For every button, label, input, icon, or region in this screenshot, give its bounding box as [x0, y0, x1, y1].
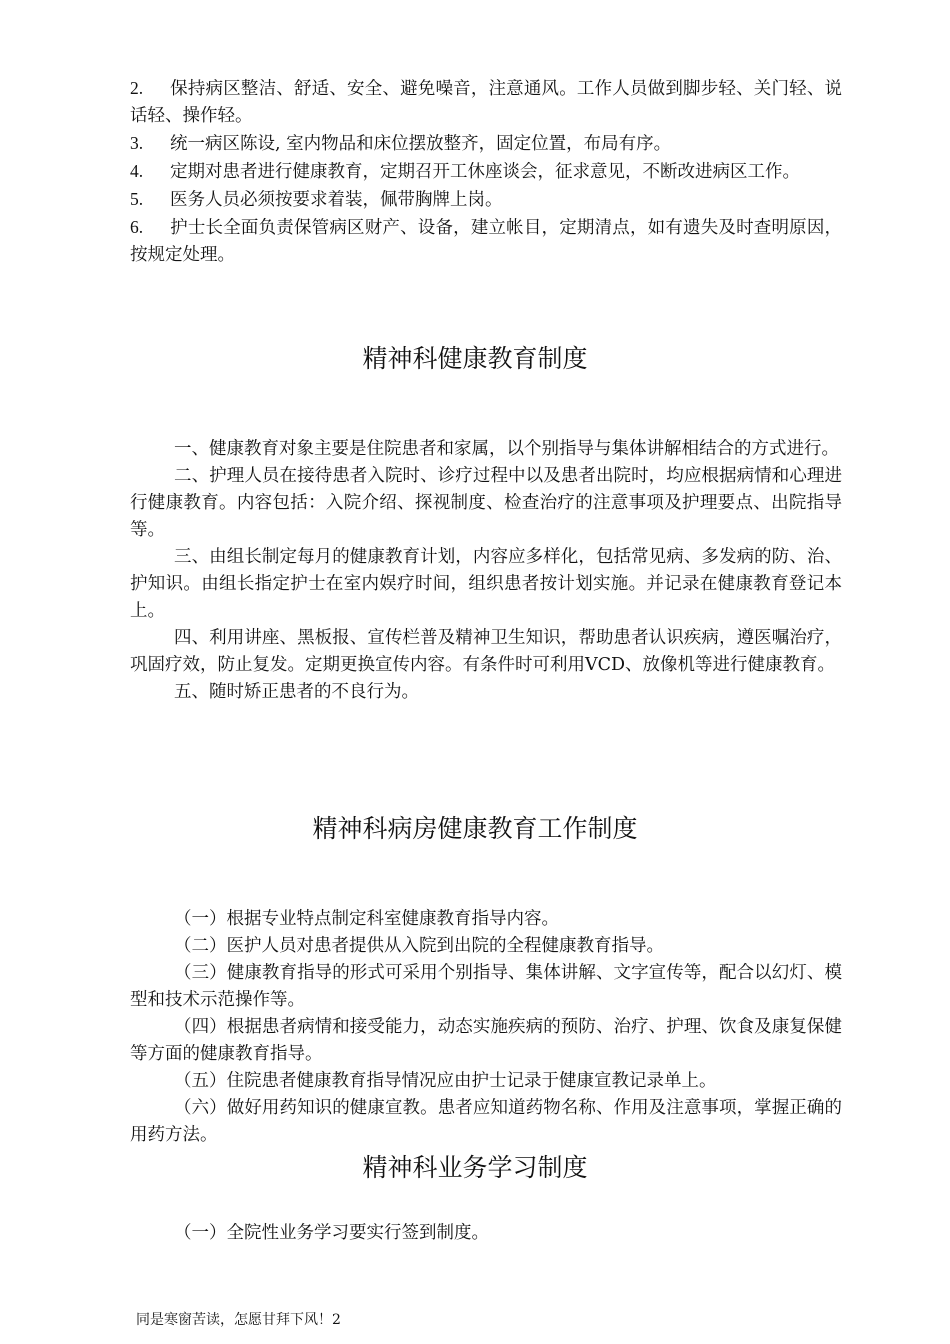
paragraph: （四）根据患者病情和接受能力，动态实施疾病的预防、治疗、护理、饮食及康复保健等方面的健康教育指导。: [130, 1017, 842, 1064]
section-title: 精神科病房健康教育工作制度: [312, 814, 638, 843]
paragraph: 四、利用讲座、黑板报、宣传栏普及精神卫生知识，帮助患者认识疾病，遵医嘱治疗，巩固疗效，防止复发。定期更换宣传内容。有条件时可利用VCD、放像机等进行健康教育。: [130, 628, 842, 675]
paragraph: （二）医护人员对患者提供从入院到出院的全程健康教育指导。: [174, 936, 664, 956]
list-item: [130, 130, 842, 158]
list-item-text: 护士长全面负责保管病区财产、设备，建立帐目，定期清点，如有遗失及时查明原因，按规定处理。: [130, 218, 842, 265]
list-item-number: 5.: [130, 189, 144, 209]
list-item: [130, 75, 842, 130]
page-footer: 同是寒窗苦读，怎愿甘拜下风！2: [136, 1312, 341, 1328]
list-item-number: 4.: [130, 161, 144, 181]
paragraph: （五）住院患者健康教育指导情况应由护士记录于健康宣教记录单上。: [174, 1071, 717, 1091]
list-item-text: 定期对患者进行健康教育，定期召开工休座谈会，征求意见，不断改进病区工作。: [170, 162, 800, 182]
list-item: [130, 158, 842, 186]
paragraph: （六）做好用药知识的健康宣教。患者应知道药物名称、作用及注意事项，掌握正确的用药方法。: [130, 1098, 842, 1145]
section-title: 精神科健康教育制度: [362, 344, 588, 373]
paragraph: 五、随时矫正患者的不良行为。: [174, 682, 419, 702]
list-item-text: 统一病区陈设, 室内物品和床位摆放整齐，固定位置，布局有序。: [170, 134, 672, 154]
list-item-number: 3.: [130, 133, 144, 153]
section-title: 精神科业务学习制度: [362, 1153, 588, 1182]
list-item-number: 2.: [130, 78, 144, 98]
list-item-text: 保持病区整洁、舒适、安全、避免噪音，注意通风。工作人员做到脚步轻、关门轻、说话轻、操作轻。: [130, 79, 842, 126]
paragraph: （一）根据专业特点制定科室健康教育指导内容。: [174, 909, 559, 929]
paragraph: （一）全院性业务学习要实行签到制度。: [174, 1223, 489, 1243]
paragraph: 三、由组长制定每月的健康教育计划，内容应多样化，包括常见病、多发病的防、治、护知识。由组长指定护士在室内娱疗时间，组织患者按计划实施。并记录在健康教育登记本上。: [130, 547, 842, 621]
numbered-list: [130, 75, 842, 269]
list-item-number: 6.: [130, 217, 144, 237]
paragraph: 一、健康教育对象主要是住院患者和家属，以个别指导与集体讲解相结合的方式进行。: [174, 439, 839, 459]
paragraph: 二、护理人员在接待患者入院时、诊疗过程中以及患者出院时，均应根据病情和心理进行健康教育。内容包括：入院介绍、探视制度、检查治疗的注意事项及护理要点、出院指导等。: [130, 466, 842, 540]
section-body: [130, 1220, 842, 1247]
section-body: [130, 906, 842, 1149]
paragraph: （三）健康教育指导的形式可采用个别指导、集体讲解、文字宣传等，配合以幻灯、模型和技术示范操作等。: [130, 963, 842, 1010]
list-item-text: 医务人员必须按要求着装，佩带胸牌上岗。: [170, 190, 503, 210]
section-body: [130, 436, 842, 706]
list-item: [130, 214, 842, 269]
list-item: [130, 186, 842, 214]
